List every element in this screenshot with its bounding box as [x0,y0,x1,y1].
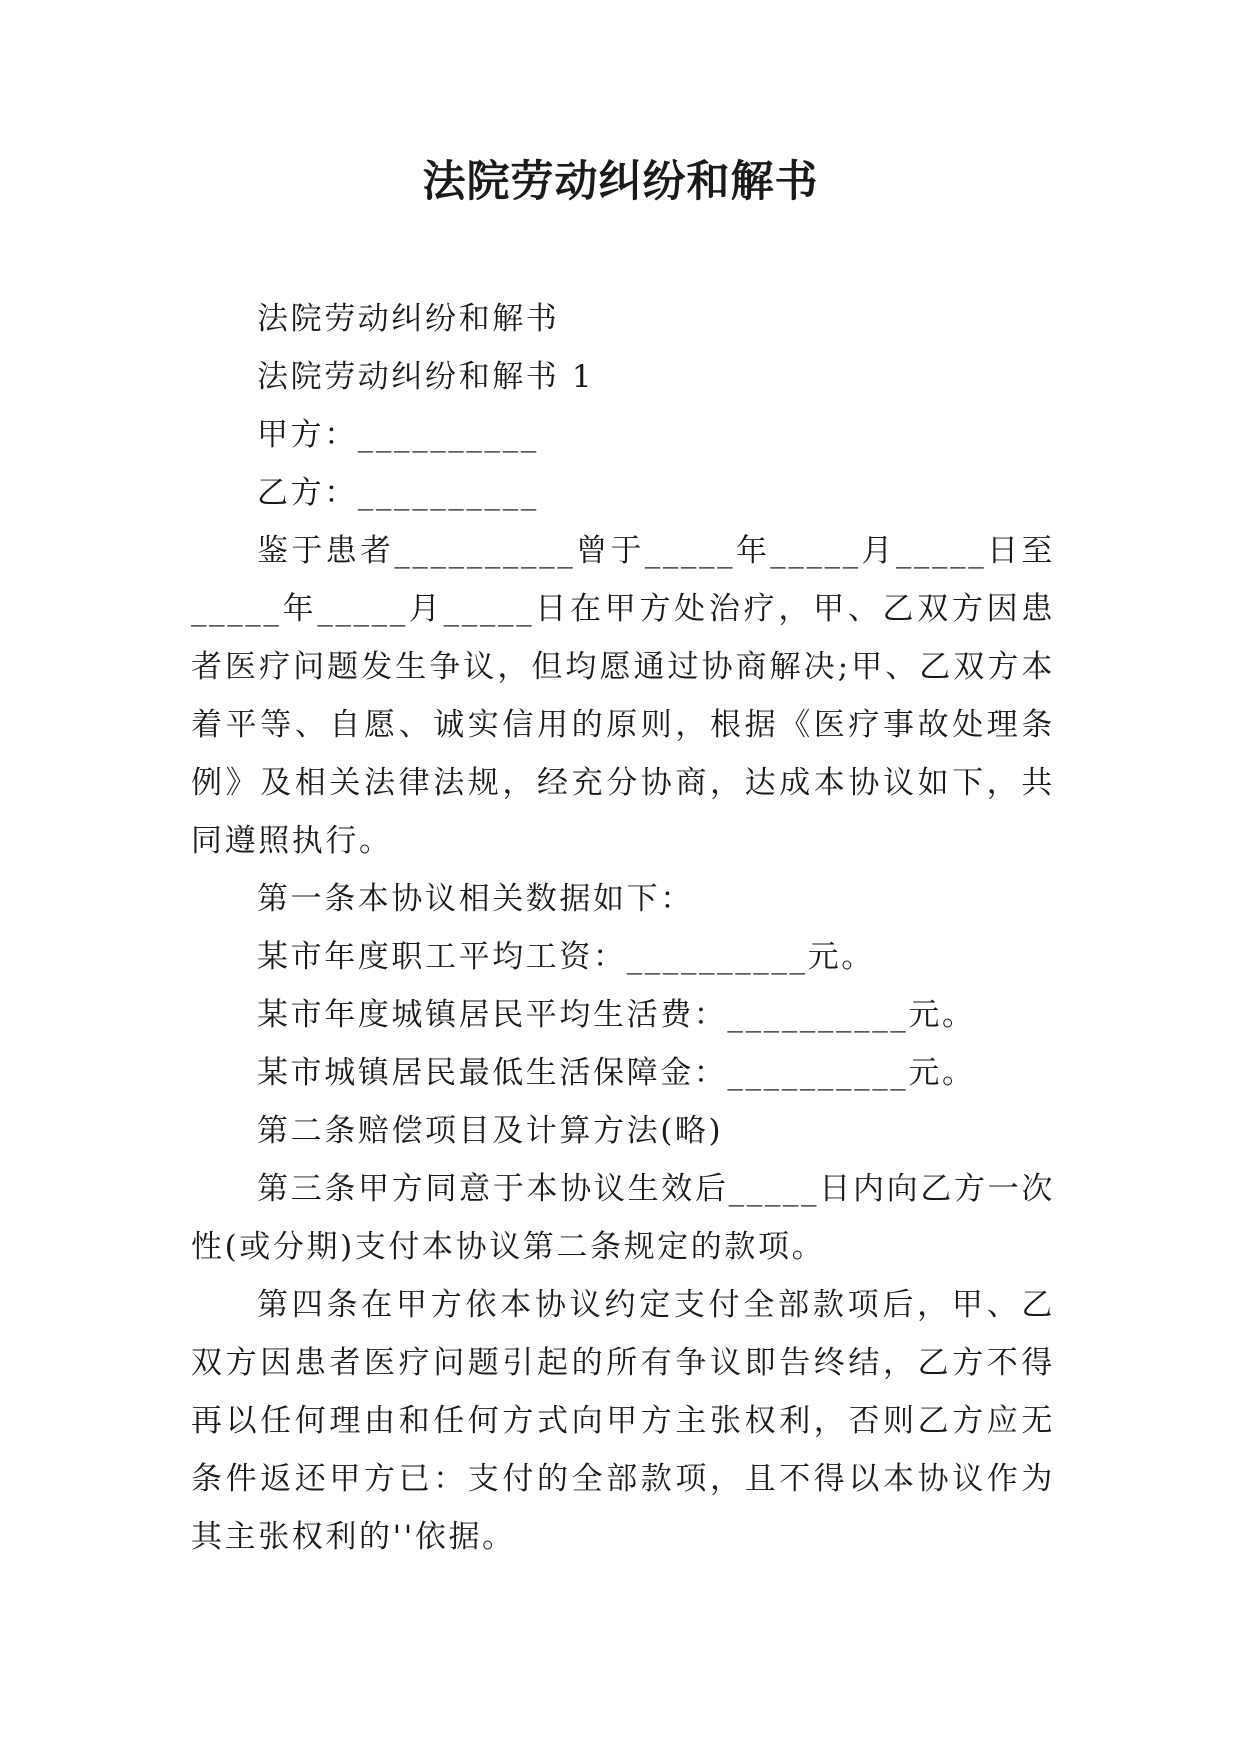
document-title: 法院劳动纠纷和解书 [422,157,819,207]
paragraph-article-1: 第一条本协议相关数据如下： [257,881,694,917]
paragraph-party-a: 甲方：__________ [257,417,539,453]
paragraph-article-2: 第二条赔偿项目及计算方法(略) [257,1113,724,1149]
paragraph-preamble: 鉴于患者__________曾于_____年_____月_____日至_____年_____月_____日在甲方处治疗，甲、乙双方因患者医疗问题发生争议，但均愿通过协商解决;甲、乙双方本着平等、自愿、诚实信用的原则，根据《医疗事故处理条例》及相关法律法规，经充分协商，达成本协议如下，共同遵照执行。 [191,533,1055,859]
paragraph-article-3: 第三条甲方同意于本协议生效后_____日内向乙方一次性(或分期)支付本协议第二条规定的款项。 [191,1171,1055,1265]
paragraph-heading: 法院劳动纠纷和解书 [257,301,560,337]
document-body [191,290,1055,1566]
paragraph-average-wage: 某市年度职工平均工资：__________元。 [257,939,875,975]
paragraph-minimum-security: 某市城镇居民最低生活保障金：__________元。 [257,1055,976,1091]
paragraph-subheading: 法院劳动纠纷和解书 1 [257,359,595,395]
paragraph-party-b: 乙方：__________ [257,475,539,511]
paragraph-living-expense: 某市年度城镇居民平均生活费：__________元。 [257,997,976,1033]
paragraph-article-4: 第四条在甲方依本协议约定支付全部款项后，甲、乙双方因患者医疗问题引起的所有争议即告终结，乙方不得再以任何理由和任何方式向甲方主张权利，否则乙方应无条件返还甲方已：支付的全部款项，且不得以本协议作为其主张权利的''依据。 [191,1287,1055,1555]
